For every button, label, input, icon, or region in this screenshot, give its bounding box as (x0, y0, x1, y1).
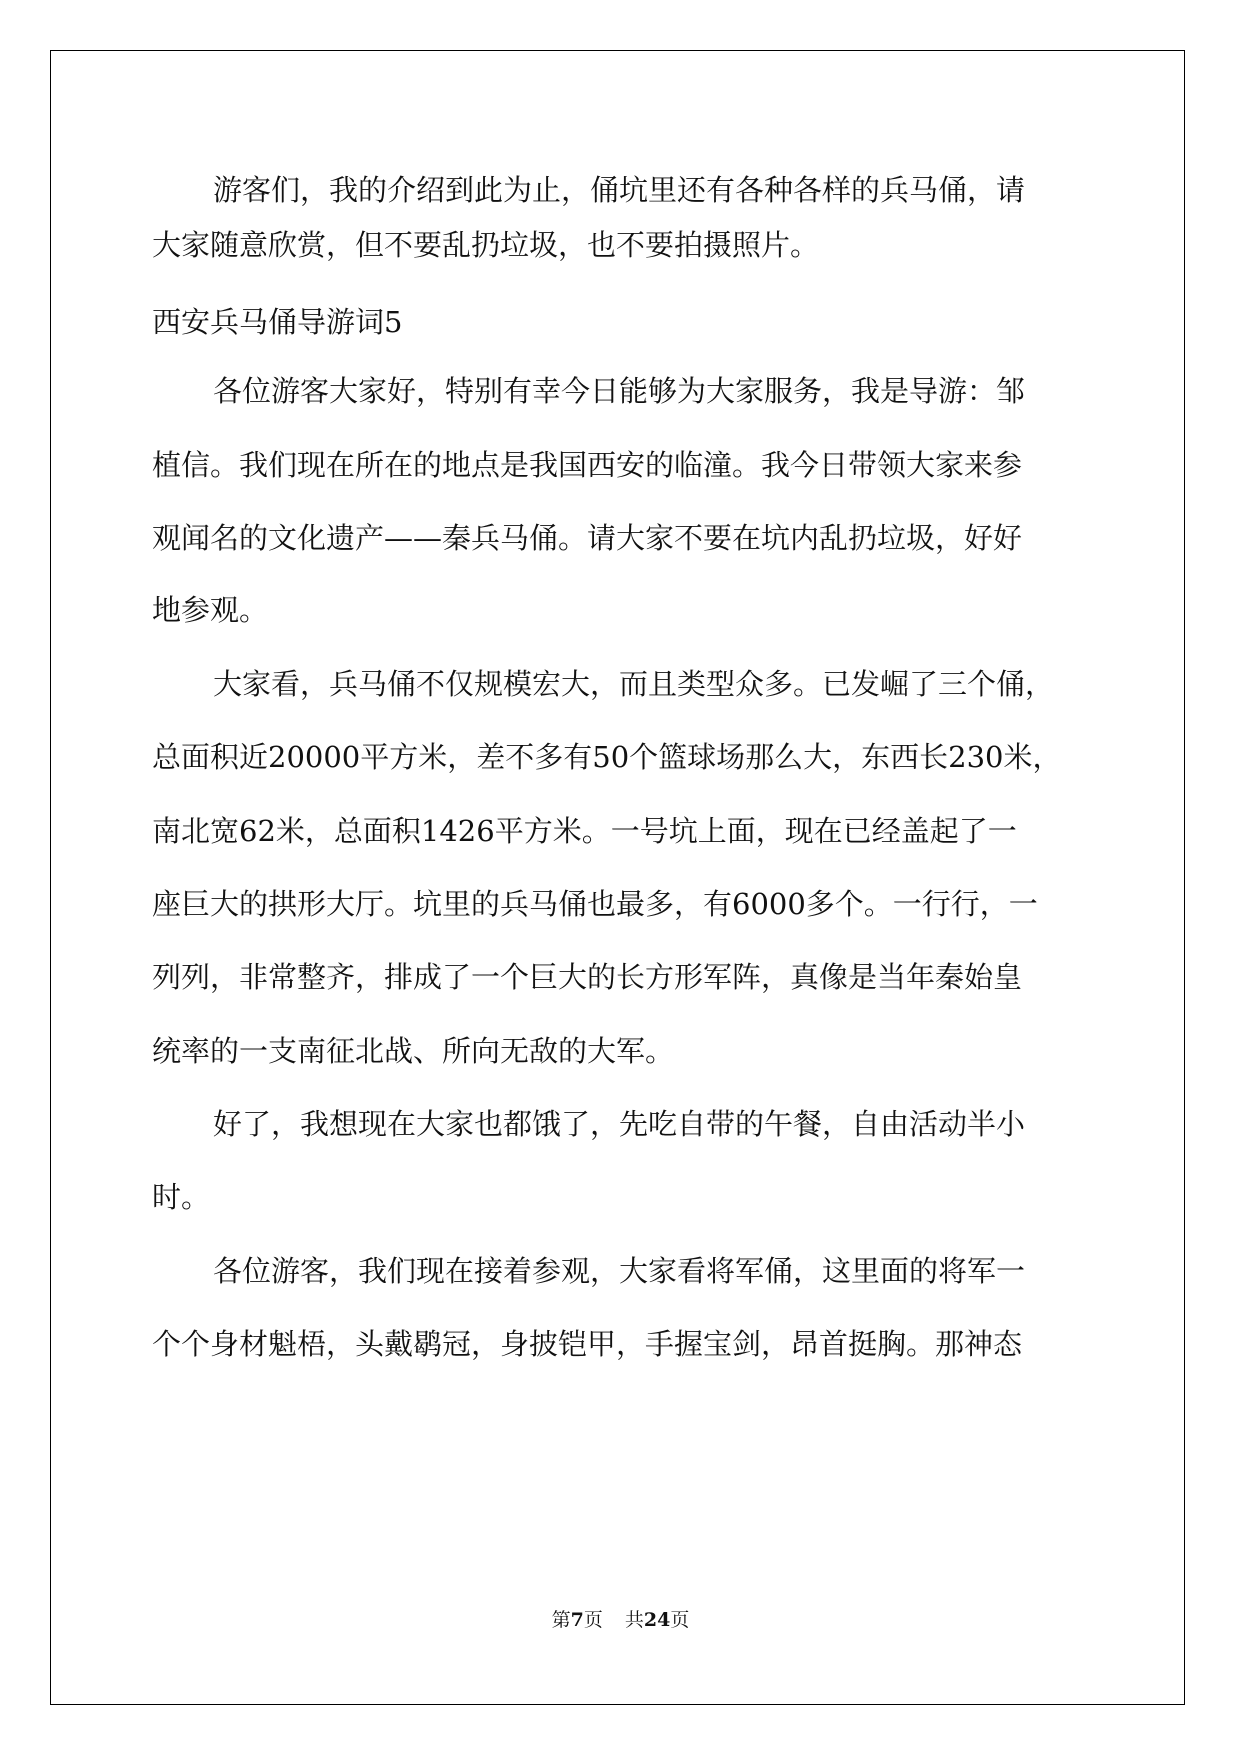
total-pages: 24 (643, 1609, 671, 1631)
paragraph-line: 座巨大的拱形大厅。坑里的兵马俑也最多，有6000多个。一行行，一 (152, 887, 1038, 921)
paragraph-line: 好了，我想现在大家也都饿了，先吃自带的午餐，自由活动半小 (213, 1107, 1026, 1141)
paragraph-line: 总面积近20000平方米，差不多有50个篮球场那么大，东西长230米， (152, 740, 1062, 774)
section-heading: 西安兵马俑导游词5 (152, 305, 403, 339)
paragraph-line: 各位游客大家好，特别有幸今日能够为大家服务，我是导游：邹 (213, 374, 1026, 408)
paragraph-line: 植信。我们现在所在的地点是我国西安的临潼。我今日带领大家来参 (152, 448, 1023, 482)
paragraph-line: 游客们，我的介绍到此为止，俑坑里还有各种各样的兵马俑，请 (213, 173, 1026, 207)
paragraph-line: 统率的一支南征北战、所向无敌的大军。 (152, 1034, 675, 1068)
paragraph-line: 列列，非常整齐，排成了一个巨大的长方形军阵，真像是当年秦始皇 (152, 960, 1023, 994)
paragraph-line: 地参观。 (152, 593, 269, 627)
paragraph-line: 大家看，兵马俑不仅规模宏大，而且类型众多。已发崛了三个俑， (213, 667, 1055, 701)
paragraph-line: 南北宽62米，总面积1426平方米。一号坑上面，现在已经盖起了一 (152, 814, 1017, 848)
page-number: 7 (570, 1609, 584, 1631)
page-suffix: 页 (583, 1609, 603, 1631)
paragraph-line: 各位游客，我们现在接着参观，大家看将军俑，这里面的将军一 (213, 1254, 1026, 1288)
total-suffix: 页 (670, 1609, 690, 1631)
paragraph-line: 时。 (152, 1180, 211, 1214)
total-prefix: 共 (624, 1609, 644, 1631)
page-footer (0, 1605, 1241, 1632)
page-prefix: 第 (551, 1609, 571, 1631)
paragraph-line: 大家随意欣赏，但不要乱扔垃圾，也不要拍摄照片。 (152, 228, 820, 262)
paragraph-line: 个个身材魁梧，头戴鹖冠，身披铠甲，手握宝剑，昂首挺胸。那神态 (152, 1327, 1023, 1361)
page-border (50, 50, 1185, 1705)
paragraph-line: 观闻名的文化遗产——秦兵马俑。请大家不要在坑内乱扔垃圾，好好 (152, 521, 1023, 555)
